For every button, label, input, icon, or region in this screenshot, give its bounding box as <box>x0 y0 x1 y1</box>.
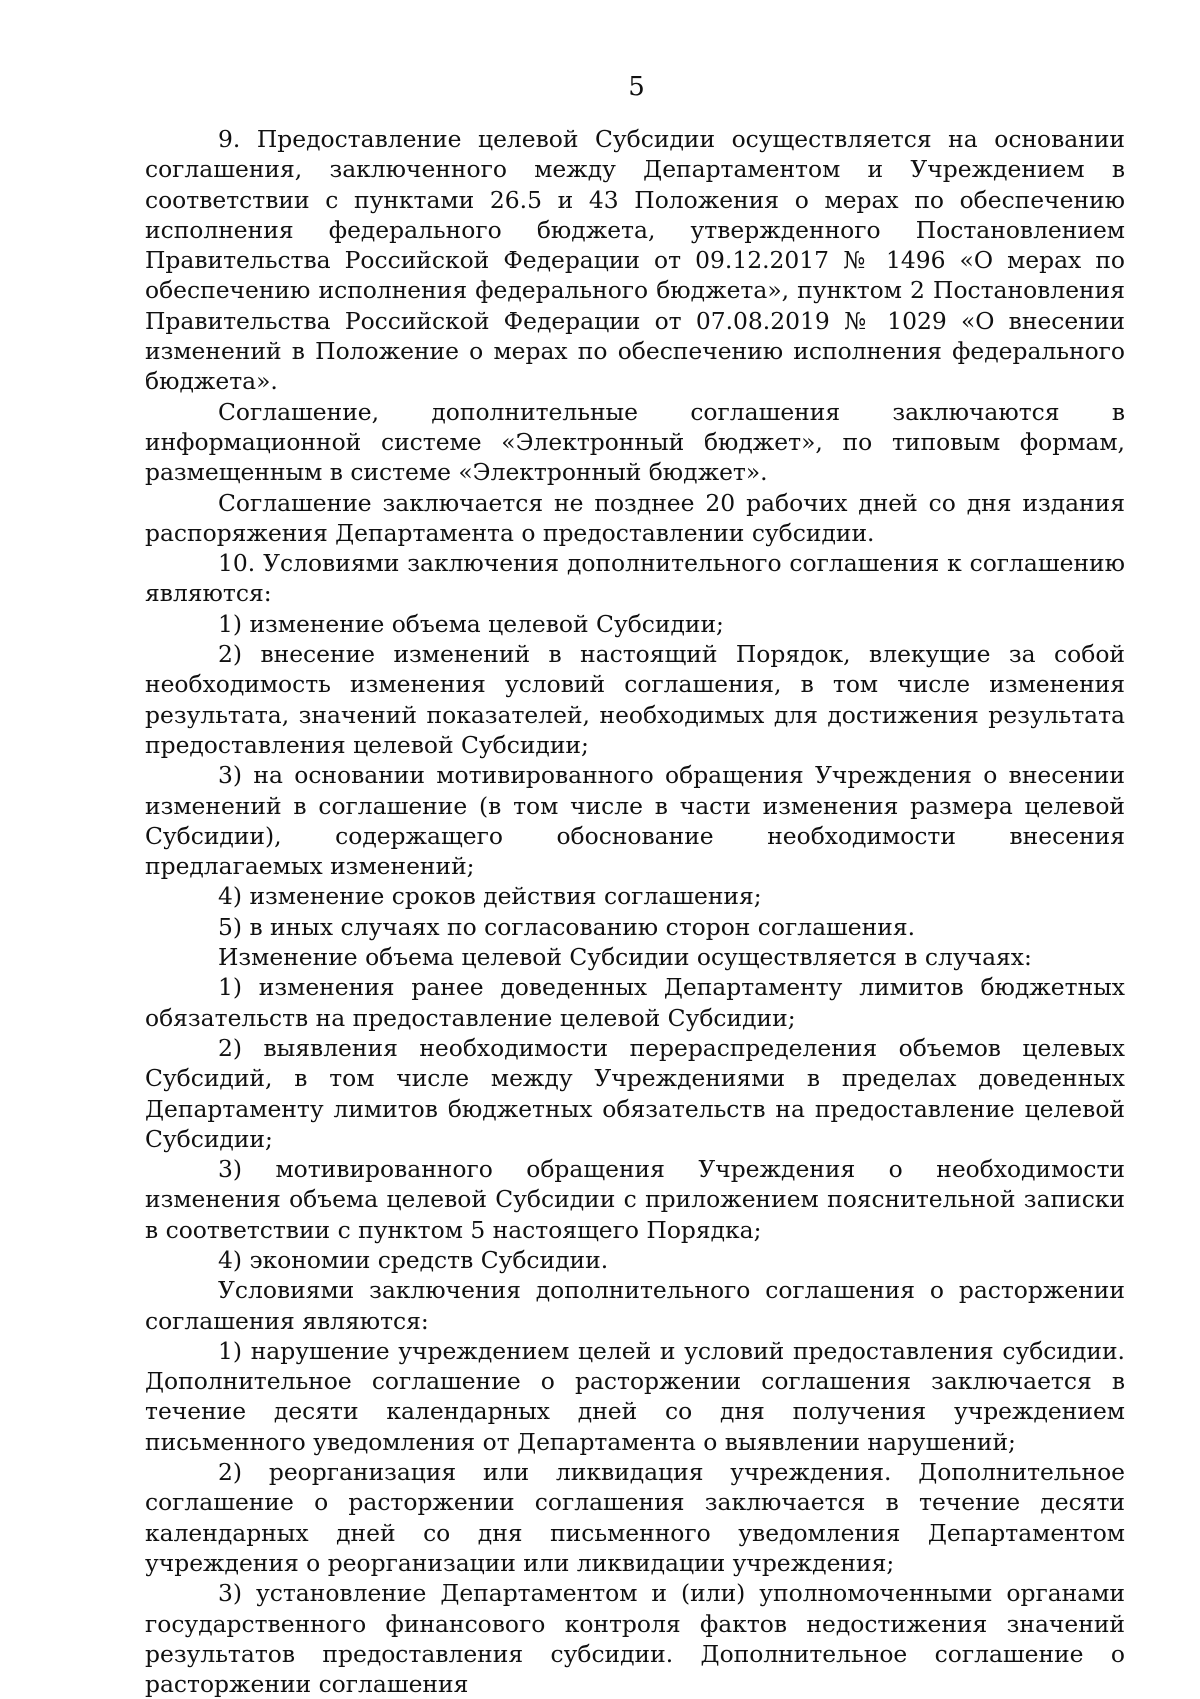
list-item: 1) нарушение учреждением целей и условий предоставления субсидии. Дополнительное соглашение о расторжении соглашения заключается в течение десяти календарных дней со дня получения учреждением письменного уведомления от Департамента о выявлении нарушений; <box>145 1336 1125 1456</box>
list-item: 3) на основании мотивированного обращения Учреждения о внесении изменений в соглашение (в том числе в части изменения размера целевой Субсидии), содержащего обоснование необходимости внесения предлагаемых изменений; <box>145 761 1125 881</box>
paragraph-volume-change: Изменение объема целевой Субсидии осуществляется в случаях: <box>218 943 1032 972</box>
list-item: 3) установление Департаментом и (или) уполномоченными органами государственного финансового контроля фактов недостижения значений результатов предоставления субсидии. Дополнительное соглашение о расторжении соглашения <box>145 1579 1125 1699</box>
paragraph-10: 10. Условиями заключения дополнительного соглашения к соглашению являются: <box>145 549 1125 608</box>
list-item: 1) изменения ранее доведенных Департаменту лимитов бюджетных обязательств на предоставление целевой Субсидии; <box>145 973 1125 1032</box>
page-number: 5 <box>628 72 645 102</box>
list-item: 1) изменение объема целевой Субсидии; <box>218 609 724 638</box>
list-item: 2) реорганизация или ликвидация учреждения. Дополнительное соглашение о расторжении соглашения заключается в течение десяти календарных дней со дня письменного уведомления Департаментом учреждения о реорганизации или ликвидации учреждения; <box>145 1458 1125 1577</box>
document-body <box>145 124 1125 1699</box>
paragraph-termination-conditions: Условиями заключения дополнительного соглашения о расторжении соглашения являются: <box>145 1276 1125 1335</box>
list-item: 4) изменение сроков действия соглашения; <box>218 882 762 911</box>
list-item: 4) экономии средств Субсидии. <box>218 1245 609 1274</box>
list-item: 2) выявления необходимости перераспределения объемов целевых Субсидий, в том числе между Учреждениями в пределах доведенных Департаменту лимитов бюджетных обязательств на предоставление целевой Субсидии; <box>145 1033 1125 1153</box>
paragraph-agreement-system: Соглашение, дополнительные соглашения заключаются в информационной системе «Электронный бюджет», по типовым формам, размещенным в системе «Электронный бюджет». <box>145 397 1125 487</box>
list-item: 3) мотивированного обращения Учреждения о необходимости изменения объема целевой Субсидии с приложением пояснительной записки в соответствии с пунктом 5 настоящего Порядка; <box>145 1155 1125 1244</box>
list-item: 5) в иных случаях по согласованию сторон соглашения. <box>218 912 916 941</box>
list-item: 2) внесение изменений в настоящий Порядок, влекущие за собой необходимость изменения условий соглашения, в том числе изменения результата, значений показателей, необходимых для достижения результата предоставления целевой Субсидии; <box>145 640 1125 759</box>
paragraph-agreement-deadline: Соглашение заключается не позднее 20 рабочих дней со дня издания распоряжения Департамента о предоставлении субсидии. <box>145 488 1125 547</box>
paragraph-9: 9. Предоставление целевой Субсидии осуществляется на основании соглашения, заключенного между Департаментом и Учреждением в соответствии с пунктами 26.5 и 43 Положения о мерах по обеспечению исполнения федерального бюджета, утвержденного Постановлением Правительства Российской Федерации от 09.12.2017 № 1496 «О мерах по обеспечению исполнения федерального бюджета», пунктом 2 Постановления Правительства Российской Федерации от 07.08.2019 № 1029 «О внесении изменений в Положение о мерах по обеспечению исполнения федерального бюджета». <box>145 125 1125 396</box>
